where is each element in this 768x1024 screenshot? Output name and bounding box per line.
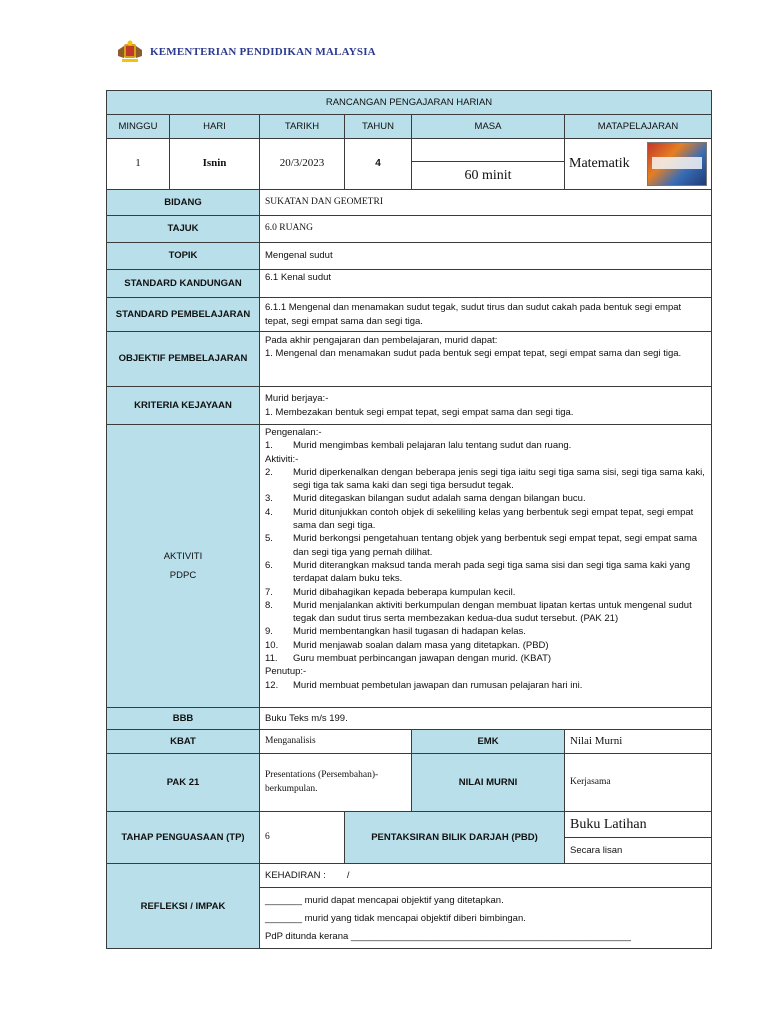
activity-item: 4. Murid ditunjukkan contoh objek di sekeliling kelas yang berbentuk segi empat tepat, segi empat sama dan segi tiga.: [265, 506, 694, 532]
value-matapelajaran-cell: [565, 139, 712, 190]
value-standard-kandungan: 6.1 Kenal sudut: [260, 270, 712, 298]
jata-negara-crest-icon: [116, 40, 144, 64]
label-bbb: BBB: [107, 708, 260, 730]
value-masa: 60 minit: [412, 161, 564, 189]
value-refleksi: [260, 864, 712, 949]
kriteria-intro: Murid berjaya:-: [265, 393, 329, 405]
col-masa: MASA: [412, 115, 565, 139]
label-aktiviti: [107, 425, 260, 708]
objektif-intro: Pada akhir pengajaran dan pembelajaran, murid dapat:: [265, 335, 498, 346]
col-hari: HARI: [170, 115, 260, 139]
value-tahun: 4: [345, 139, 412, 190]
value-pbd-cell: [565, 812, 712, 864]
label-standard-kandungan: STANDARD KANDUNGAN: [107, 270, 260, 298]
value-matapelajaran: Matematik: [569, 156, 630, 172]
label-kbat: KBAT: [107, 730, 260, 754]
kriteria-item: 1. Membezakan bentuk segi empat tepat, segi empat sama dan segi tiga.: [265, 406, 574, 418]
ministry-header: [116, 40, 376, 64]
activity-item: 1. Murid mengimbas kembali pelajaran lalu tentang sudut dan ruang.: [265, 440, 572, 452]
label-emk: EMK: [412, 730, 565, 754]
refleksi-line: _______ murid dapat mencapai objektif yang ditetapkan.: [265, 895, 504, 906]
aktiviti-heading: Aktiviti:-: [265, 453, 299, 465]
value-aktiviti: [260, 425, 712, 708]
activity-item: 5. Murid berkongsi pengetahuan tentang objek yang berbentuk segi empat tepat, segi empat sama dan segi tiga yang pernah dilihat.: [265, 533, 698, 558]
value-pbd-1: Buku Latihan: [570, 817, 647, 832]
value-pbd-2: Secara lisan: [565, 837, 711, 863]
value-tajuk: 6.0 RUANG: [260, 216, 712, 243]
activity-item: 6. Murid diterangkan maksud tanda merah pada segi tiga sama sisi dan segi tiga sama kaki yang terdapat dalam buku teks.: [265, 559, 691, 585]
pdpc-label: PDPC: [169, 570, 197, 581]
activity-item: 2. Murid diperkenalkan dengan beberapa jenis segi tiga iaitu segi tiga sama sisi, segi tiga sama kaki, segi tiga tak sama kaki dan segi tiga bersudut tegak.: [265, 466, 705, 492]
col-matapelajaran: MATAPELAJARAN: [565, 115, 712, 139]
label-refleksi: REFLEKSI / IMPAK: [107, 864, 260, 949]
label-topik: TOPIK: [107, 243, 260, 270]
value-kbat: Menganalisis: [260, 730, 412, 754]
activity-item: 3. Murid ditegaskan bilangan sudut adalah sama dengan bilangan bucu.: [265, 493, 586, 505]
value-bidang: SUKATAN DAN GEOMETRI: [260, 190, 712, 216]
pengenalan-heading: Pengenalan:-: [265, 427, 322, 438]
label-kriteria: KRITERIA KEJAYAAN: [107, 387, 260, 425]
col-tarikh: TARIKH: [260, 115, 345, 139]
ministry-name: KEMENTERIAN PENDIDIKAN MALAYSIA: [150, 46, 376, 58]
label-objektif: OBJEKTIF PEMBELAJARAN: [107, 332, 260, 387]
textbook-cover-image: [647, 142, 707, 186]
value-tahap-penguasaan: 6: [260, 812, 345, 864]
value-minggu: 1: [107, 139, 170, 190]
value-masa-cell: [412, 139, 565, 190]
value-tarikh: 20/3/2023: [260, 139, 345, 190]
activity-item: 12. Murid membuat pembetulan jawapan dan rumusan pelajaran hari ini.: [265, 679, 583, 691]
plan-title: RANCANGAN PENGAJARAN HARIAN: [107, 91, 712, 115]
activity-item: 11. Guru membuat perbincangan jawapan dengan murid. (KBAT): [265, 653, 552, 665]
value-emk: Nilai Murni: [565, 730, 712, 754]
masa-top: [412, 139, 564, 161]
aktiviti-label: AKTIVITI: [163, 550, 203, 562]
value-objektif: [260, 332, 712, 387]
daily-lesson-plan-table: [106, 90, 712, 949]
activity-item: 9. Murid membentangkan hasil tugasan di hadapan kelas.: [265, 626, 526, 638]
kehadiran: KEHADIRAN : /: [265, 870, 350, 881]
activity-item: 10. Murid menjawab soalan dalam masa yang ditetapkan. (PBD): [265, 639, 549, 651]
activity-item: 8. Murid menjalankan aktiviti berkumpulan dengan membuat lipatan kertas untuk mengenal sudut tegak dan sudut tirus serta membezakan kedua-dua sudut tersebut. (PAK 21): [265, 599, 692, 625]
value-standard-pembelajaran: 6.1.1 Mengenal dan menamakan sudut tegak, sudut tirus dan sudut cakah pada bentuk segi empat tepat, segi empat sama dan segi tiga.: [260, 298, 712, 332]
value-pak21: Presentations (Persembahan)-berkumpulan.: [260, 754, 412, 812]
value-bbb: Buku Teks m/s 199.: [260, 708, 712, 730]
label-tajuk: TAJUK: [107, 216, 260, 243]
label-pbd: PENTAKSIRAN BILIK DARJAH (PBD): [345, 812, 565, 864]
penutup-heading: Penutup:-: [265, 666, 307, 678]
label-pak21: PAK 21: [107, 754, 260, 812]
label-bidang: BIDANG: [107, 190, 260, 216]
label-tahap-penguasaan: TAHAP PENGUASAAN (TP): [107, 812, 260, 864]
col-tahun: TAHUN: [345, 115, 412, 139]
value-kriteria: [260, 387, 712, 425]
activity-item: 7. Murid dibahagikan kepada beberapa kumpulan kecil.: [265, 586, 516, 598]
col-minggu: MINGGU: [107, 115, 170, 139]
value-topik: Mengenal sudut: [260, 243, 712, 270]
value-nilai-murni: Kerjasama: [565, 754, 712, 812]
objektif-item: 1. Mengenal dan menamakan sudut pada bentuk segi empat tepat, segi empat sama dan segi tiga.: [265, 348, 682, 360]
value-hari: Isnin: [170, 139, 260, 190]
label-standard-pembelajaran: STANDARD PEMBELAJARAN: [107, 298, 260, 332]
label-nilai-murni: NILAI MURNI: [412, 754, 565, 812]
refleksi-line: _______ murid yang tidak mencapai objektif diberi bimbingan.: [265, 913, 526, 925]
refleksi-line: PdP ditunda kerana _____________________________________________________: [265, 931, 631, 943]
